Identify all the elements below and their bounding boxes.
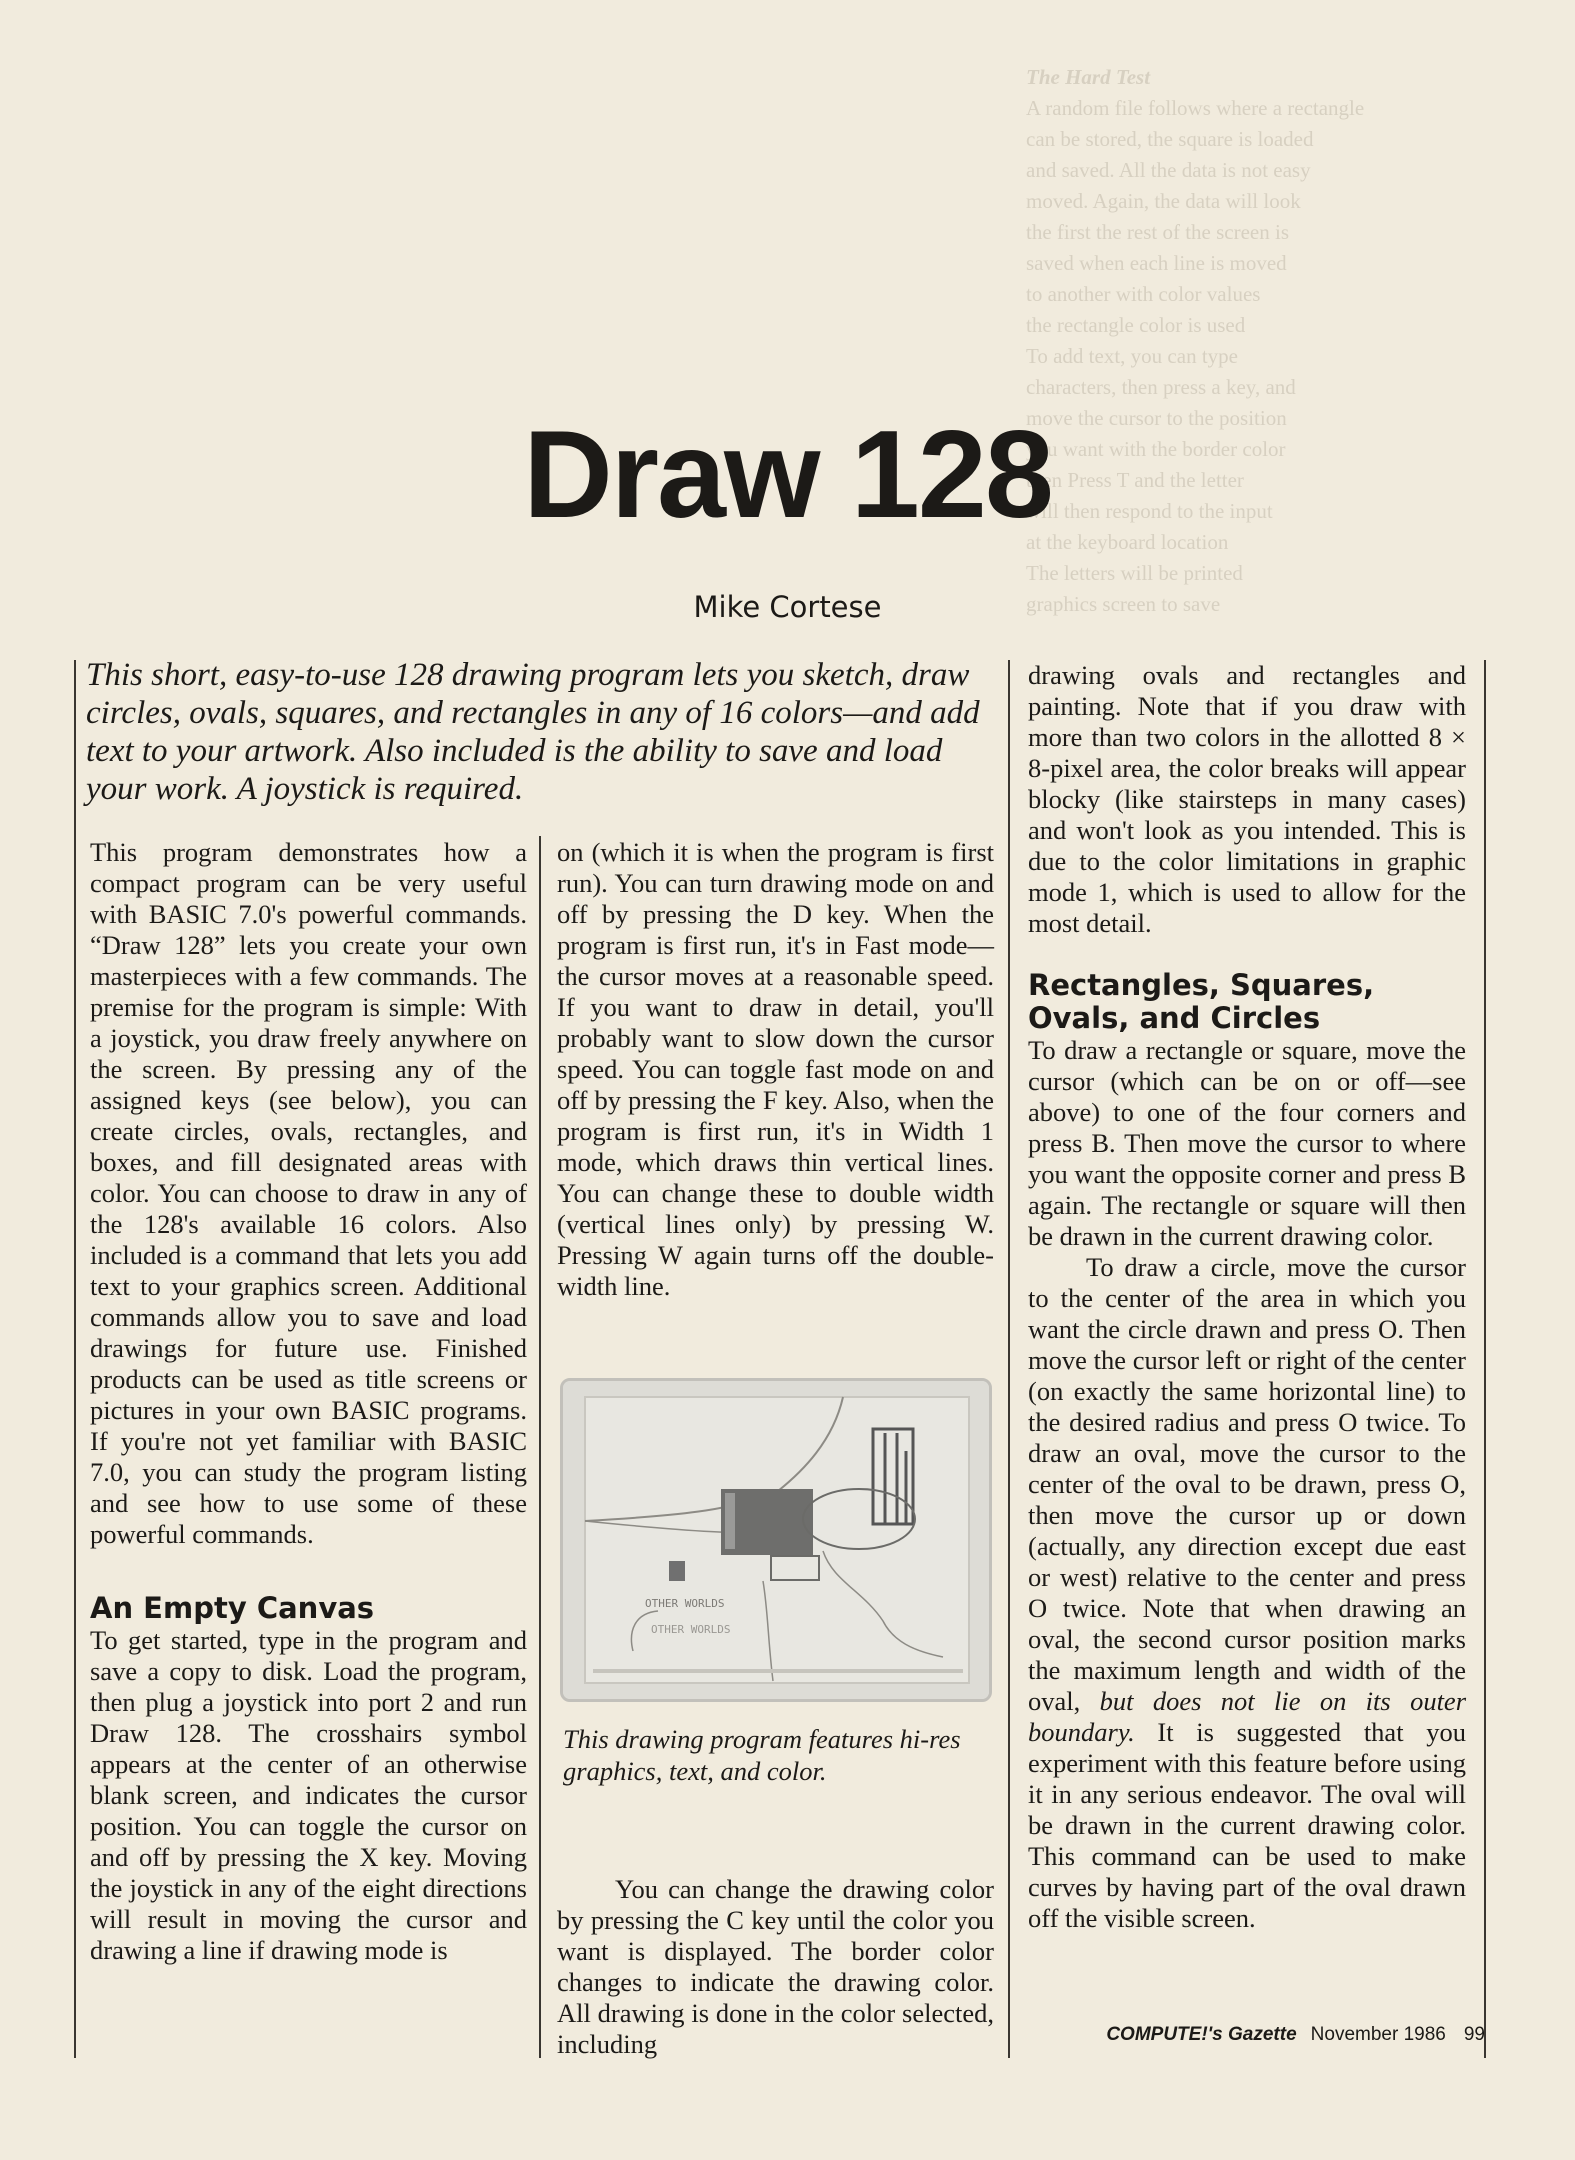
column-rule-1 xyxy=(539,836,541,2058)
column-rule-3 xyxy=(1484,660,1486,2058)
column-3 xyxy=(1028,660,1466,1934)
drawing-mode-paragraph: on (which it is when the program is first run). You can turn drawing mode on and off by pressing the D key. When the program is first run, it's in Fast mode—the cursor moves at a reasonable speed. If you want to draw in detail, you'll probably want to slow down the cursor speed. You can toggle fast mode on and off by pressing the F key. Also, when the program is first run, it's in Width 1 mode, which draws thin vertical lines. You can change these to double width (vertical lines only) by pressing W. Pressing W again turns off the double-width line. xyxy=(557,837,994,1301)
bleed-through-line: To add text, you can type xyxy=(1026,344,1238,368)
bleed-through-line: at the keyboard location xyxy=(1026,530,1229,554)
drawing-color-paragraph: You can change the drawing color by pressing the C key until the color you want is displayed. The border color changes to indicate the drawing color. All drawing is done in the color selected, including xyxy=(557,1874,994,2059)
column-2-continued xyxy=(557,1874,994,2060)
bleed-through-line: The letters will be printed xyxy=(1026,561,1243,585)
bleed-through-line: will then respond to the input xyxy=(1026,499,1273,523)
bleed-through-heading: The Hard Test xyxy=(1026,65,1151,89)
bleed-through-line: and saved. All the data is not easy xyxy=(1026,158,1311,182)
bleed-through-line: saved when each line is moved xyxy=(1026,251,1287,275)
bleed-through-line: A random file follows where a rectangle xyxy=(1026,96,1365,120)
circle-text-b: It is suggested that you experiment with this feature before using it in any serious endeavor. The oval will be drawn in the current drawing color. This command can be used to make curves by having part of the oval drawn off the visible screen. xyxy=(1028,1717,1466,1933)
bleed-through-line: then Press T and the letter xyxy=(1026,468,1244,492)
figure-text-2: OTHER WORLDS xyxy=(651,1623,731,1636)
bleed-through-line: can be stored, the square is loaded xyxy=(1026,127,1314,151)
bleed-through-line: move the cursor to the position xyxy=(1026,406,1287,430)
column-rule-2 xyxy=(1008,660,1010,2058)
deck-left-rule xyxy=(74,660,76,2058)
article-title: Draw 128 xyxy=(523,406,1052,544)
footer-issue: November 1986 xyxy=(1310,2024,1446,2045)
figure-drawing xyxy=(563,1381,989,1699)
intro-paragraph: This program demonstrates how a compact program can be very useful with BASIC 7.0's powerful commands. “Draw 128” lets you create your own masterpieces with a few commands. The premise for the program is simple: With a joystick, you draw freely anywhere on the screen. By pressing any of the assigned keys (see below), you can create circles, ovals, rectangles, and boxes, and fill designated areas with color. You can choose to draw in any of the 128's available 16 colors. Also included is a command that lets you add text to your graphics screen. Additional commands allow you to save and load drawings for future use. Finished products can be used as title screens or pictures in your own BASIC programs. If you're not yet familiar with BASIC 7.0, you can study the program listing and see how to use some of these powerful commands. xyxy=(90,837,527,1549)
footer-page-number: 99 xyxy=(1463,2024,1485,2045)
rectangle-paragraph: To draw a rectangle or square, move the cursor (which can be on or off—see above) to one of the four corners and press B. Then move the cursor to where you want the opposite corner and press B again. The rectangle or square will then be drawn in the current drawing color. xyxy=(1028,1035,1466,1251)
column-2 xyxy=(557,837,994,1302)
heading-empty-canvas: An Empty Canvas xyxy=(90,1591,375,1625)
footer-magazine: COMPUTE!'s Gazette xyxy=(1106,2024,1297,2045)
circle-text-emphasis: but does not lie on its outer boundary. xyxy=(1028,1686,1467,1747)
color-limit-paragraph: drawing ovals and rectangles and painting. Note that if you draw with more than two colors in the allotted 8 × 8-pixel area, the color breaks will appear blocky (like stairsteps in many cases) and won't look as you intended. This is due to the color limitations in graphic mode 1, which is used to allow for the most detail. xyxy=(1028,660,1466,938)
bleed-through-line: to another with color values xyxy=(1026,282,1261,306)
empty-canvas-paragraph: To get started, type in the program and save a copy to disk. Load the program, then plug a joystick into port 2 and run Draw 128. The crosshairs symbol appears at the center of an otherwise blank screen, and indicates the cursor position. You can toggle the cursor on and off by pressing the X key. Moving the joystick in any of the eight directions will result in moving the cursor and drawing a line if drawing mode is xyxy=(90,1625,527,1965)
figure-caption: This drawing program features hi-res graphics, text, and color. xyxy=(563,1724,961,1786)
bleed-through-line: characters, then press a key, and xyxy=(1026,375,1296,399)
bleed-through-line: the first the rest of the screen is xyxy=(1026,220,1289,244)
bleed-through-line: you want with the border color xyxy=(1026,437,1286,461)
article-deck: This short, easy-to-use 128 drawing program lets you sketch, draw circles, ovals, squares, and rectangles in any of 16 colors—and add text to your artwork. Also included is the ability to save and load your work. A joystick is required. xyxy=(86,657,980,807)
circle-text-a: To draw a circle, move the cursor to the center of the area in which you want the circle drawn and press O. Then move the cursor left or right of the center (on exactly the same horizontal line) to the desired radius and press O twice. To draw an oval, move the cursor to the center of the oval to be drawn, press O, then move the cursor up or down (actually, any direction except due east or west) relative to the center and press O twice. Note that when drawing an oval, the second cursor position marks the maximum length and width of the oval, xyxy=(1028,1252,1466,1716)
article-author: Mike Cortese xyxy=(693,590,882,624)
circle-paragraph xyxy=(1028,1252,1466,1934)
bleed-through-lines xyxy=(1026,93,1506,620)
bleed-through-line: moved. Again, the data will look xyxy=(1026,189,1301,213)
figure-text-1: OTHER WORLDS xyxy=(645,1597,725,1610)
bleed-through-line: graphics screen to save xyxy=(1026,592,1221,616)
column-1 xyxy=(90,837,527,1966)
screenshot-figure xyxy=(560,1378,992,1702)
page-footer xyxy=(1106,2024,1485,2046)
heading-rectangles: Rectangles, Squares, Ovals, and Circles xyxy=(1028,968,1375,1035)
bleed-through-line: the rectangle color is used xyxy=(1026,313,1246,337)
